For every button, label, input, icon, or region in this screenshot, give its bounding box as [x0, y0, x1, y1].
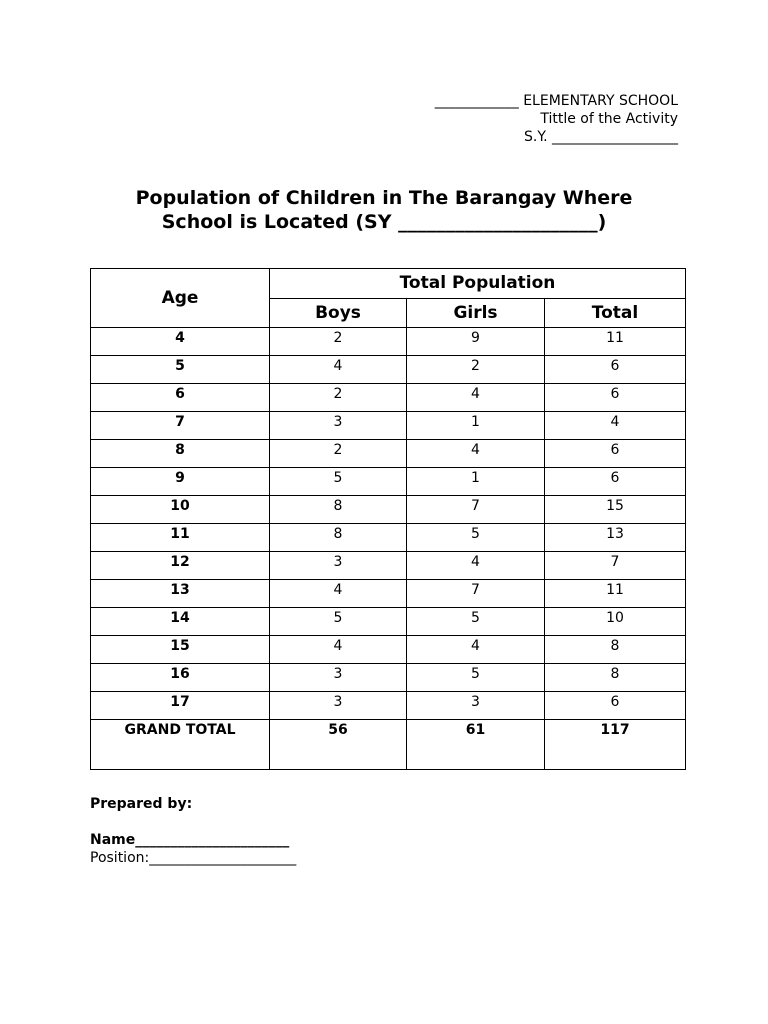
total-cell: 8 [545, 664, 686, 692]
girls-column-header: Girls [407, 298, 545, 328]
table-row [91, 524, 686, 552]
boys-cell: 5 [270, 468, 407, 496]
table-row [91, 496, 686, 524]
total-cell: 11 [545, 580, 686, 608]
girls-cell: 1 [407, 468, 545, 496]
age-cell: 10 [91, 496, 270, 524]
total-cell: 10 [545, 608, 686, 636]
boys-cell: 8 [270, 496, 407, 524]
girls-cell: 7 [407, 496, 545, 524]
signature-block [90, 795, 296, 867]
age-cell: 8 [91, 440, 270, 468]
table-row [91, 440, 686, 468]
table-row [91, 356, 686, 384]
title-line-1: Population of Children in The Barangay Where [135, 187, 633, 209]
boys-cell: 4 [270, 636, 407, 664]
school-name-line: ____________ ELEMENTARY SCHOOL [434, 93, 678, 109]
girls-cell: 5 [407, 608, 545, 636]
girls-cell: 2 [407, 356, 545, 384]
total-cell: 11 [545, 328, 686, 356]
name-line: Name______________________ [90, 832, 290, 848]
grand-total-boys: 56 [270, 720, 407, 770]
boys-cell: 2 [270, 440, 407, 468]
population-table [90, 268, 686, 770]
total-cell: 8 [545, 636, 686, 664]
grand-total-girls: 61 [407, 720, 545, 770]
total-population-header: Total Population [270, 269, 686, 299]
table-row [91, 328, 686, 356]
table-row [91, 692, 686, 720]
age-cell: 17 [91, 692, 270, 720]
prepared-by-label: Prepared by: [90, 796, 193, 812]
total-cell: 6 [545, 384, 686, 412]
boys-cell: 3 [270, 552, 407, 580]
girls-cell: 4 [407, 552, 545, 580]
age-cell: 6 [91, 384, 270, 412]
girls-cell: 5 [407, 664, 545, 692]
table-row [91, 580, 686, 608]
age-cell: 9 [91, 468, 270, 496]
girls-cell: 9 [407, 328, 545, 356]
boys-cell: 3 [270, 412, 407, 440]
boys-cell: 2 [270, 384, 407, 412]
boys-cell: 8 [270, 524, 407, 552]
boys-cell: 4 [270, 580, 407, 608]
table-row [91, 468, 686, 496]
boys-cell: 5 [270, 608, 407, 636]
grand-total-label: GRAND TOTAL [91, 720, 270, 770]
age-cell: 13 [91, 580, 270, 608]
position-line: Position:_____________________ [90, 850, 297, 866]
table-row [91, 608, 686, 636]
total-cell: 13 [545, 524, 686, 552]
table-row [91, 552, 686, 580]
total-cell: 4 [545, 412, 686, 440]
age-cell: 15 [91, 636, 270, 664]
total-cell: 6 [545, 468, 686, 496]
grand-total-row [91, 720, 686, 770]
age-cell: 12 [91, 552, 270, 580]
boys-cell: 3 [270, 692, 407, 720]
boys-column-header: Boys [270, 298, 407, 328]
table-body [91, 328, 686, 720]
school-year-line: S.Y. __________________ [524, 129, 678, 145]
girls-cell: 4 [407, 384, 545, 412]
boys-cell: 3 [270, 664, 407, 692]
girls-cell: 5 [407, 524, 545, 552]
boys-cell: 2 [270, 328, 407, 356]
boys-cell: 4 [270, 356, 407, 384]
total-cell: 6 [545, 356, 686, 384]
age-cell: 14 [91, 608, 270, 636]
title-line-2: School is Located (SY _____________________) [161, 211, 607, 233]
total-cell: 6 [545, 440, 686, 468]
table-row [91, 664, 686, 692]
age-cell: 4 [91, 328, 270, 356]
girls-cell: 1 [407, 412, 545, 440]
age-cell: 7 [91, 412, 270, 440]
total-cell: 7 [545, 552, 686, 580]
girls-cell: 4 [407, 636, 545, 664]
document-header [435, 92, 678, 146]
girls-cell: 4 [407, 440, 545, 468]
activity-title-line: Tittle of the Activity [540, 111, 678, 127]
table-row [91, 384, 686, 412]
age-column-header: Age [91, 269, 270, 328]
girls-cell: 3 [407, 692, 545, 720]
age-cell: 11 [91, 524, 270, 552]
total-cell: 6 [545, 692, 686, 720]
table-row [91, 412, 686, 440]
document-title [90, 186, 678, 234]
grand-total-total: 117 [545, 720, 686, 770]
table-row [91, 636, 686, 664]
girls-cell: 7 [407, 580, 545, 608]
age-cell: 16 [91, 664, 270, 692]
total-column-header: Total [545, 298, 686, 328]
age-cell: 5 [91, 356, 270, 384]
total-cell: 15 [545, 496, 686, 524]
